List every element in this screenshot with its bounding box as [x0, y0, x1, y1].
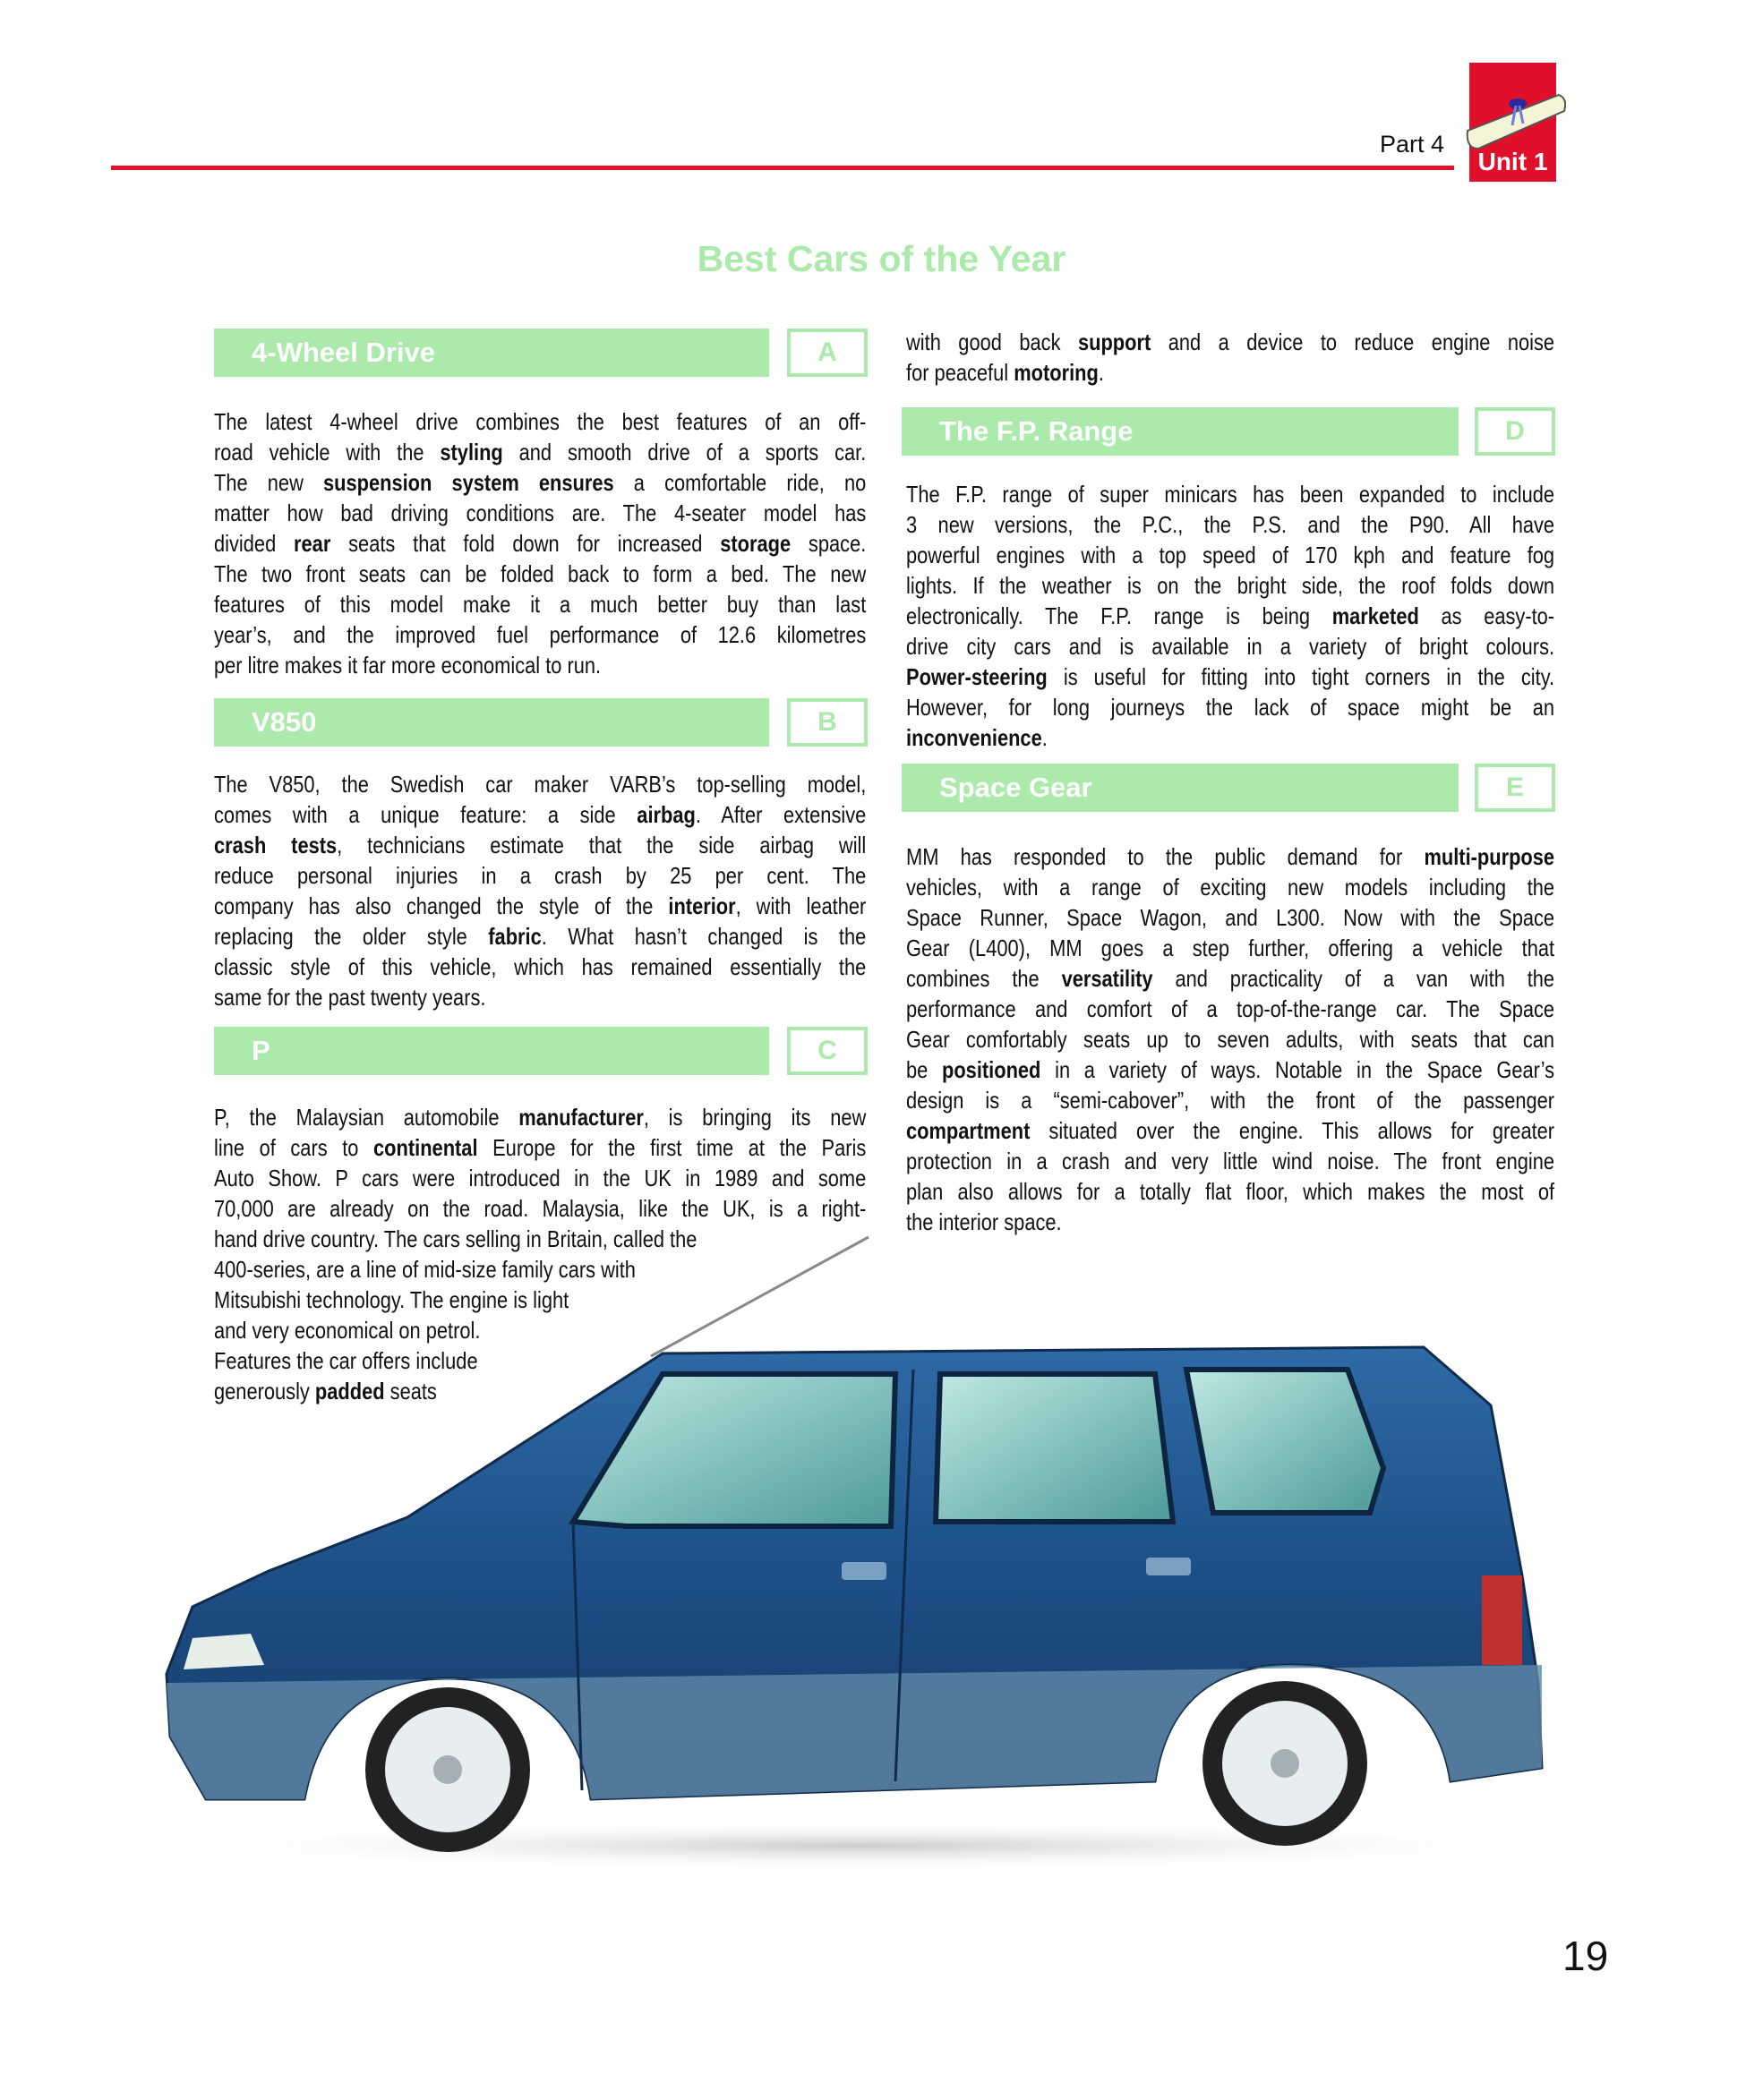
- text-run: plan also allows for a totally flat floor, which makes the most of: [906, 1178, 1555, 1205]
- text-run: and a device to reduce engine noise: [1151, 329, 1555, 355]
- bold-keyword: styling: [440, 439, 503, 465]
- section-b-letter-box: B: [787, 698, 868, 747]
- text-run: . What hasn’t changed is the: [541, 923, 867, 950]
- text-run: divided: [214, 530, 295, 557]
- bold-keyword: airbag: [637, 801, 696, 828]
- text-line: [214, 406, 866, 437]
- text-line: [214, 559, 866, 589]
- text-run: combines the: [906, 965, 1062, 992]
- bold-keyword: interior: [668, 892, 736, 919]
- bold-keyword: storage: [720, 530, 792, 557]
- bold-keyword: Power-steering: [906, 663, 1048, 690]
- text-run: classic style of this vehicle, which has remained essentially the: [214, 953, 867, 980]
- section-e-heading: Space Gear: [902, 764, 1459, 812]
- text-line: [906, 841, 1554, 872]
- text-line: [906, 933, 1554, 963]
- text-run: 70,000 are already on the road. Malaysia, like the UK, is a right-: [214, 1195, 867, 1222]
- text-line: [906, 872, 1554, 902]
- text-line: [214, 830, 866, 860]
- text-line: [214, 891, 866, 921]
- section-c-letter-box: C: [787, 1027, 868, 1075]
- bold-keyword: multi-purpose: [1424, 843, 1555, 870]
- text-run: electronically. The F.P. range is being: [906, 602, 1332, 629]
- text-run: and practicality of a van with the: [1152, 965, 1555, 992]
- text-run: and smooth drive of a sports car.: [502, 439, 867, 465]
- minivan-photo: [0, 1226, 1763, 1907]
- bold-keyword: fabric: [488, 923, 542, 950]
- text-run: Gear comfortably seats up to seven adults, with seats that can: [906, 1026, 1555, 1053]
- text-run: seats: [384, 1378, 437, 1404]
- text-run: year’s, and the improved fuel performance of 12.6 kilometres: [214, 621, 867, 648]
- text-run: performance and comfort of a top-of-the-range car. The Space: [906, 995, 1555, 1022]
- text-run: a comfortable ride, no: [613, 469, 867, 496]
- bold-keyword: manufacturer: [518, 1104, 644, 1131]
- part-label: Part 4: [1379, 131, 1444, 158]
- rear-wheel: [1202, 1681, 1367, 1846]
- text-run: , is bringing its new: [643, 1104, 867, 1131]
- text-run: generously: [214, 1378, 315, 1404]
- text-run: .: [1098, 359, 1104, 386]
- bold-keyword: continental: [373, 1134, 478, 1161]
- antenna: [651, 1237, 869, 1356]
- text-run: reduce personal injuries in a crash by 25 per cent. The: [214, 862, 867, 889]
- text-run: lights. If the weather is on the bright side, the roof folds down: [906, 572, 1555, 599]
- text-line: [906, 1085, 1554, 1115]
- text-run: , with leather: [735, 892, 867, 919]
- text-run: company has also changed the style of the: [214, 892, 669, 919]
- text-run: replacing the older style: [214, 923, 489, 950]
- bold-keyword: positioned: [941, 1056, 1041, 1083]
- text-run: for peaceful: [906, 359, 1014, 386]
- text-run: situated over the engine. This allows for greater: [1030, 1117, 1555, 1144]
- text-line: [214, 1102, 866, 1132]
- unit-badge: [1469, 63, 1556, 182]
- text-run: drive city cars and is available in a variety of bright colours.: [906, 633, 1555, 660]
- section-e-letter-box: E: [1475, 764, 1555, 812]
- text-run: . After extensive: [695, 801, 867, 828]
- text-run: The V850, the Swedish car maker VARB’s top-selling model,: [214, 771, 867, 798]
- section-b-heading: V850: [214, 698, 769, 747]
- text-line: [906, 1146, 1554, 1176]
- text-line: [214, 769, 866, 799]
- header-rule: [111, 166, 1454, 170]
- text-run: matter how bad driving conditions are. The 4-seater model has: [214, 499, 867, 526]
- text-run: comes with a unique feature: a side: [214, 801, 638, 828]
- text-line: [214, 982, 866, 1012]
- text-line: [214, 467, 866, 498]
- text-run: .: [1041, 724, 1048, 751]
- text-line: [214, 1132, 866, 1163]
- text-line: [906, 327, 1554, 357]
- text-line: [906, 540, 1554, 570]
- text-run: vehicles, with a range of exciting new models including the: [906, 874, 1555, 901]
- text-run: be: [906, 1056, 942, 1083]
- text-run: , technicians estimate that the side airbag will: [337, 832, 867, 858]
- text-run: and very economical on petrol.: [214, 1317, 481, 1344]
- section-d-heading: The F.P. Range: [902, 407, 1459, 456]
- text-run: MM has responded to the public demand for: [906, 843, 1425, 870]
- text-run: Auto Show. P cars were introduced in the UK in 1989 and some: [214, 1165, 867, 1191]
- text-run: space.: [791, 530, 867, 557]
- text-line: [906, 1176, 1554, 1207]
- text-run: P, the Malaysian automobile: [214, 1104, 519, 1131]
- text-line: [214, 860, 866, 891]
- bold-keyword: inconvenience: [906, 724, 1042, 751]
- text-line: [214, 921, 866, 952]
- bold-keyword: rear: [294, 530, 331, 557]
- text-line: [214, 589, 866, 619]
- bold-keyword: motoring: [1014, 359, 1099, 386]
- bold-keyword: compartment: [906, 1117, 1031, 1144]
- text-line: [906, 357, 1554, 388]
- bold-keyword: crash tests: [214, 832, 338, 858]
- text-line: [906, 963, 1554, 994]
- text-run: protection in a crash and very little wind noise. The front engine: [906, 1148, 1555, 1174]
- text-run: The new: [214, 469, 323, 496]
- text-line: [906, 1024, 1554, 1054]
- section-d-body: [906, 479, 1554, 753]
- text-run: Mitsubishi technology. The engine is light: [214, 1286, 569, 1313]
- unit-label: Unit 1: [1477, 148, 1548, 175]
- front-wheel: [365, 1687, 530, 1852]
- section-c-heading: P: [214, 1027, 769, 1075]
- text-line: [214, 619, 866, 650]
- text-run: with good back: [906, 329, 1078, 355]
- text-run: is useful for fitting into tight corners in the city.: [1047, 663, 1555, 690]
- bold-keyword: suspension system ensures: [322, 469, 614, 496]
- text-line: [906, 1115, 1554, 1146]
- bold-keyword: marketed: [1331, 602, 1419, 629]
- text-run: same for the past twenty years.: [214, 984, 486, 1011]
- section-b-body: [214, 769, 866, 1012]
- text-run: Space Runner, Space Wagon, and L300. Now with the Space: [906, 904, 1555, 931]
- section-c-continued-body: [906, 327, 1554, 388]
- text-run: 3 new versions, the P.C., the P.S. and the P90. All have: [906, 511, 1555, 538]
- text-run: The two front seats can be folded back to form a bed. The new: [214, 560, 867, 587]
- text-line: [214, 650, 866, 680]
- text-line: [906, 902, 1554, 933]
- text-run: Europe for the first time at the Paris: [477, 1134, 867, 1161]
- bold-keyword: support: [1077, 329, 1151, 355]
- section-a-heading: 4-Wheel Drive: [214, 329, 769, 377]
- text-run: design is a “semi-cabover”, with the front of the passenger: [906, 1087, 1555, 1114]
- text-run: per litre makes it far more economical to run.: [214, 652, 602, 679]
- text-line: [214, 437, 866, 467]
- text-run: 400-series, are a line of mid-size family cars with: [214, 1256, 636, 1283]
- section-e-body: [906, 841, 1554, 1237]
- text-run: hand drive country. The cars selling in Britain, called the: [214, 1225, 697, 1252]
- text-run: in a variety of ways. Notable in the Space Gear’s: [1040, 1056, 1555, 1083]
- text-run: as easy-to-: [1418, 602, 1555, 629]
- text-line: [214, 952, 866, 982]
- text-run: road vehicle with the: [214, 439, 441, 465]
- text-run: seats that fold down for increased: [330, 530, 721, 557]
- section-a-letter-box: A: [787, 329, 868, 377]
- bold-keyword: padded: [314, 1378, 385, 1404]
- text-line: [214, 498, 866, 528]
- text-line: [906, 570, 1554, 601]
- section-d-letter-box: D: [1475, 407, 1555, 456]
- page-number: 19: [1562, 1933, 1609, 1979]
- text-line: [906, 722, 1554, 753]
- text-run: The F.P. range of super minicars has been expanded to include: [906, 481, 1555, 508]
- text-run: Features the car offers include: [214, 1347, 478, 1374]
- text-line: [906, 509, 1554, 540]
- text-line: [906, 479, 1554, 509]
- text-line: [214, 528, 866, 559]
- text-run: Gear (L400), MM goes a step further, offering a vehicle that: [906, 935, 1555, 961]
- text-line: [906, 662, 1554, 692]
- text-line: [214, 1163, 866, 1193]
- text-run: line of cars to: [214, 1134, 374, 1161]
- text-line: [906, 994, 1554, 1024]
- section-a-body: [214, 406, 866, 680]
- text-line: [214, 799, 866, 830]
- text-line: [906, 631, 1554, 662]
- text-run: the interior space.: [906, 1208, 1062, 1235]
- text-line: [906, 1054, 1554, 1085]
- text-run: The latest 4-wheel drive combines the best features of an off-: [214, 408, 867, 435]
- text-line: [906, 692, 1554, 722]
- text-line: [214, 1193, 866, 1224]
- page-title: Best Cars of the Year: [697, 238, 1066, 279]
- text-line: [906, 601, 1554, 631]
- text-run: However, for long journeys the lack of space might be an: [906, 694, 1555, 721]
- text-run: features of this model make it a much better buy than last: [214, 591, 867, 618]
- bold-keyword: versatility: [1061, 965, 1153, 992]
- text-run: powerful engines with a top speed of 170 kph and feature fog: [906, 542, 1555, 568]
